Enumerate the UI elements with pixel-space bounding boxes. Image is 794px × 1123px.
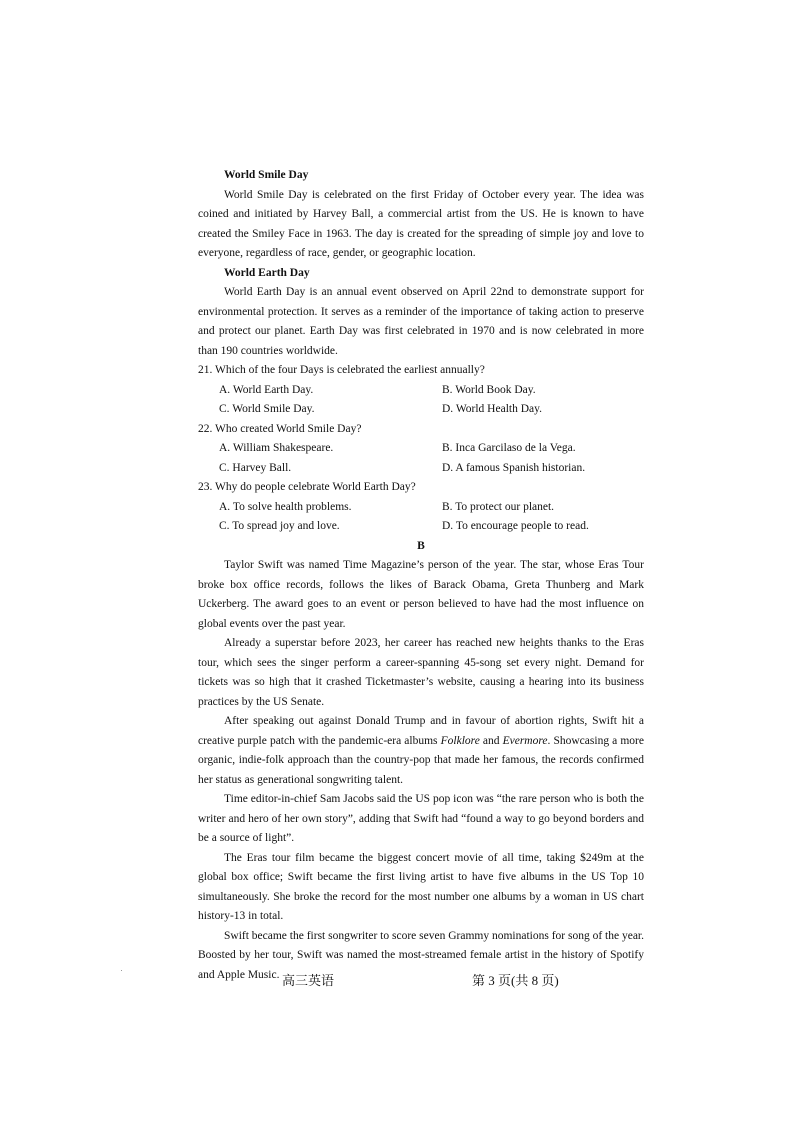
question-23	[198, 478, 644, 537]
footer-page-number: 第 3 页(共 8 页)	[472, 973, 559, 988]
paragraph-text: After speaking out against Donald Trump and in favour of abortion rights, Swift hit a creative purple patch with the pandemic-era albums	[198, 715, 644, 747]
paragraph-text: and	[479, 734, 503, 747]
album-title-evermore: Evermore	[502, 734, 548, 747]
option-d: D. World Health Day.	[442, 403, 542, 415]
option-c: C. To spread joy and love.	[219, 520, 340, 532]
exam-page-content	[198, 166, 644, 985]
swift-paragraph-1: Taylor Swift was named Time Magazine’s person of the year. The star, whose Eras Tour broke box office records, follows the likes of Barack Obama, Greta Thunberg and Mark Uckerberg. The award goes to an event or person believed to have had the most influence on global events over the past year.	[198, 559, 644, 630]
option-c: C. Harvey Ball.	[219, 461, 292, 474]
earth-day-title: World Earth Day	[224, 266, 310, 279]
paragraph-text: . Showcasing a more organic, indie-folk approach than the country-pop that made her famous, the records confirmed her status as generational songwriting talent.	[198, 734, 644, 786]
album-title-folklore: Folklore	[440, 734, 480, 747]
option-d: D. To encourage people to read.	[442, 520, 589, 532]
option-a: A. World Earth Day.	[219, 383, 314, 396]
option-list	[198, 498, 644, 537]
question-stem: 23. Why do people celebrate World Earth Day?	[198, 481, 416, 493]
option-a: A. To solve health problems.	[219, 500, 352, 513]
option-b: B. World Book Day.	[442, 383, 536, 396]
swift-paragraph-5: The Eras tour film became the biggest concert movie of all time, taking $249m at the global box office; Swift became the first living artist to have five albums in the US Top 10 simultaneously. She broke the record for the most number one albums by a woman in US chart history-13 in total.	[198, 851, 644, 922]
section-b-label: B	[417, 539, 425, 552]
option-list	[198, 381, 644, 420]
question-stem: 21. Which of the four Days is celebrated the earliest annually?	[198, 364, 485, 376]
swift-paragraph-3	[198, 712, 644, 790]
earth-day-paragraph: World Earth Day is an annual event observed on April 22nd to demonstrate support for environmental protection. It serves as a reminder of the importance of taking action to preserve and protect our planet. Earth Day was first celebrated in 1970 and is now celebrated in more than 190 countries worldwide.	[198, 286, 644, 357]
option-b: B. To protect our planet.	[442, 500, 555, 513]
question-22	[198, 420, 644, 479]
swift-paragraph-4: Time editor-in-chief Sam Jacobs said the US pop icon was “the rare person who is both the writer and hero of her own story”, adding that Swift had “found a way to go beyond borders and be a source of light”.	[198, 793, 644, 844]
scan-speck	[121, 970, 122, 971]
smile-day-paragraph: World Smile Day is celebrated on the first Friday of October every year. The idea was coined and initiated by Harvey Ball, a commercial artist from the US. He is known to have created the Smiley Face in 1963. The day is created for the spreading of simple joy and love to everyone, regardless of race, gender, or geographic location.	[198, 188, 644, 259]
question-21	[198, 361, 644, 420]
option-a: A. William Shakespeare.	[219, 442, 334, 454]
option-b: B. Inca Garcilaso de la Vega.	[442, 442, 576, 454]
smile-day-title: World Smile Day	[224, 169, 309, 181]
swift-paragraph-2: Already a superstar before 2023, her career has reached new heights thanks to the Eras tour, which sees the singer perform a career-spanning 45-song set every night. Demand for tickets was so high that it crashed Ticketmaster’s website, causing a hearing into its business practices by the US Senate.	[198, 637, 644, 708]
option-list	[198, 439, 644, 478]
swift-paragraph-6: Swift became the first songwriter to score seven Grammy nominations for song of the year. Boosted by her tour, Swift was named the most-streamed female artist in the history of Spotify and Apple Music.	[198, 929, 644, 981]
question-stem: 22. Who created World Smile Day?	[198, 422, 362, 435]
footer-subject: 高三英语	[282, 973, 335, 988]
option-c: C. World Smile Day.	[219, 403, 315, 415]
option-d: D. A famous Spanish historian.	[442, 461, 586, 474]
